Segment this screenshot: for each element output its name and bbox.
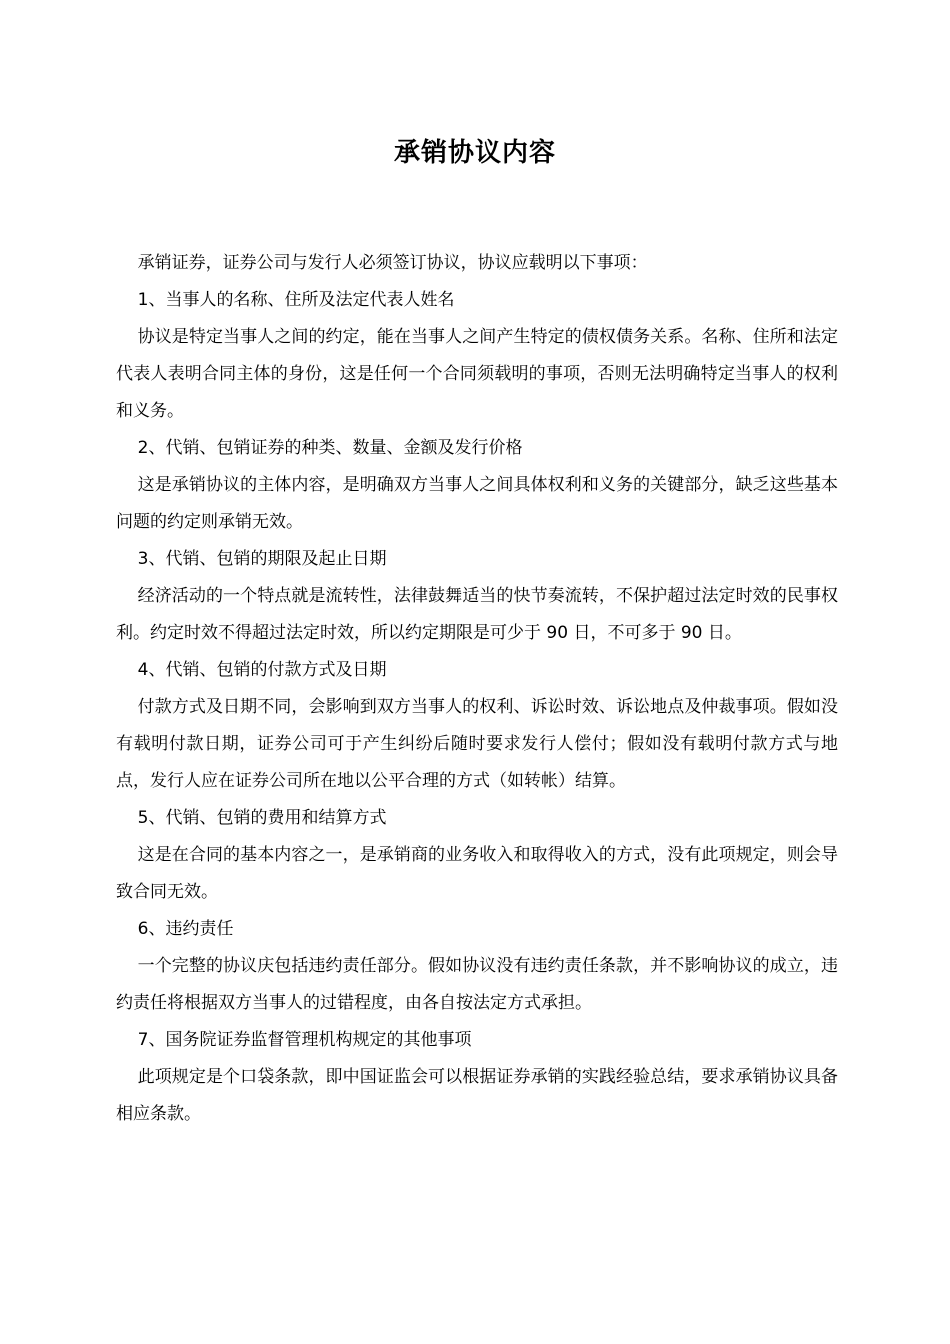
section-3-body: 经济活动的一个特点就是流转性，法律鼓舞适当的快节奏流转，不保护超过法定时效的民事权利。约定时效不得超过法定时效，所以约定期限是可少于 90 日，不可多于 90 日。 (116, 586, 838, 643)
section-3-heading: 3、代销、包销的期限及起止日期 (137, 549, 387, 569)
section-2-heading: 2、代销、包销证券的种类、数量、金额及发行价格 (137, 438, 523, 458)
section-4-heading: 4、代销、包销的付款方式及日期 (137, 660, 387, 680)
section-4-body: 付款方式及日期不同，会影响到双方当事人的权利、诉讼时效、诉讼地点及仲裁事项。假如没有载明付款日期，证券公司可于产生纠纷后随时要求发行人偿付；假如没有载明付款方式与地点，发行人应在证券公司所在地以公平合理的方式（如转帐）结算。 (116, 697, 838, 791)
section-1-heading: 1、当事人的名称、住所及法定代表人姓名 (137, 290, 455, 310)
section-7-heading: 7、国务院证券监督管理机构规定的其他事项 (137, 1030, 472, 1050)
section-6-heading: 6、违约责任 (137, 919, 234, 939)
document-title: 承销协议内容 (393, 138, 556, 168)
section-5-body: 这是在合同的基本内容之一，是承销商的业务收入和取得收入的方式，没有此项规定，则会导致合同无效。 (116, 845, 838, 902)
intro-paragraph: 承销证券，证券公司与发行人必须签订协议，协议应载明以下事项： (137, 253, 648, 273)
section-6-body: 一个完整的协议庆包括违约责任部分。假如协议没有违约责任条款，并不影响协议的成立，违约责任将根据双方当事人的过错程度，由各自按法定方式承担。 (116, 956, 838, 1013)
section-2-body: 这是承销协议的主体内容，是明确双方当事人之间具体权利和义务的关键部分，缺乏这些基本问题的约定则承销无效。 (116, 475, 838, 532)
section-1-body: 协议是特定当事人之间的约定，能在当事人之间产生特定的债权债务关系。名称、住所和法定代表人表明合同主体的身份，这是任何一个合同须载明的事项，否则无法明确特定当事人的权利和义务。 (116, 327, 838, 421)
section-7-body: 此项规定是个口袋条款，即中国证监会可以根据证券承销的实践经验总结，要求承销协议具备相应条款。 (116, 1067, 838, 1124)
document-body (116, 245, 838, 1133)
section-5-heading: 5、代销、包销的费用和结算方式 (137, 808, 387, 828)
